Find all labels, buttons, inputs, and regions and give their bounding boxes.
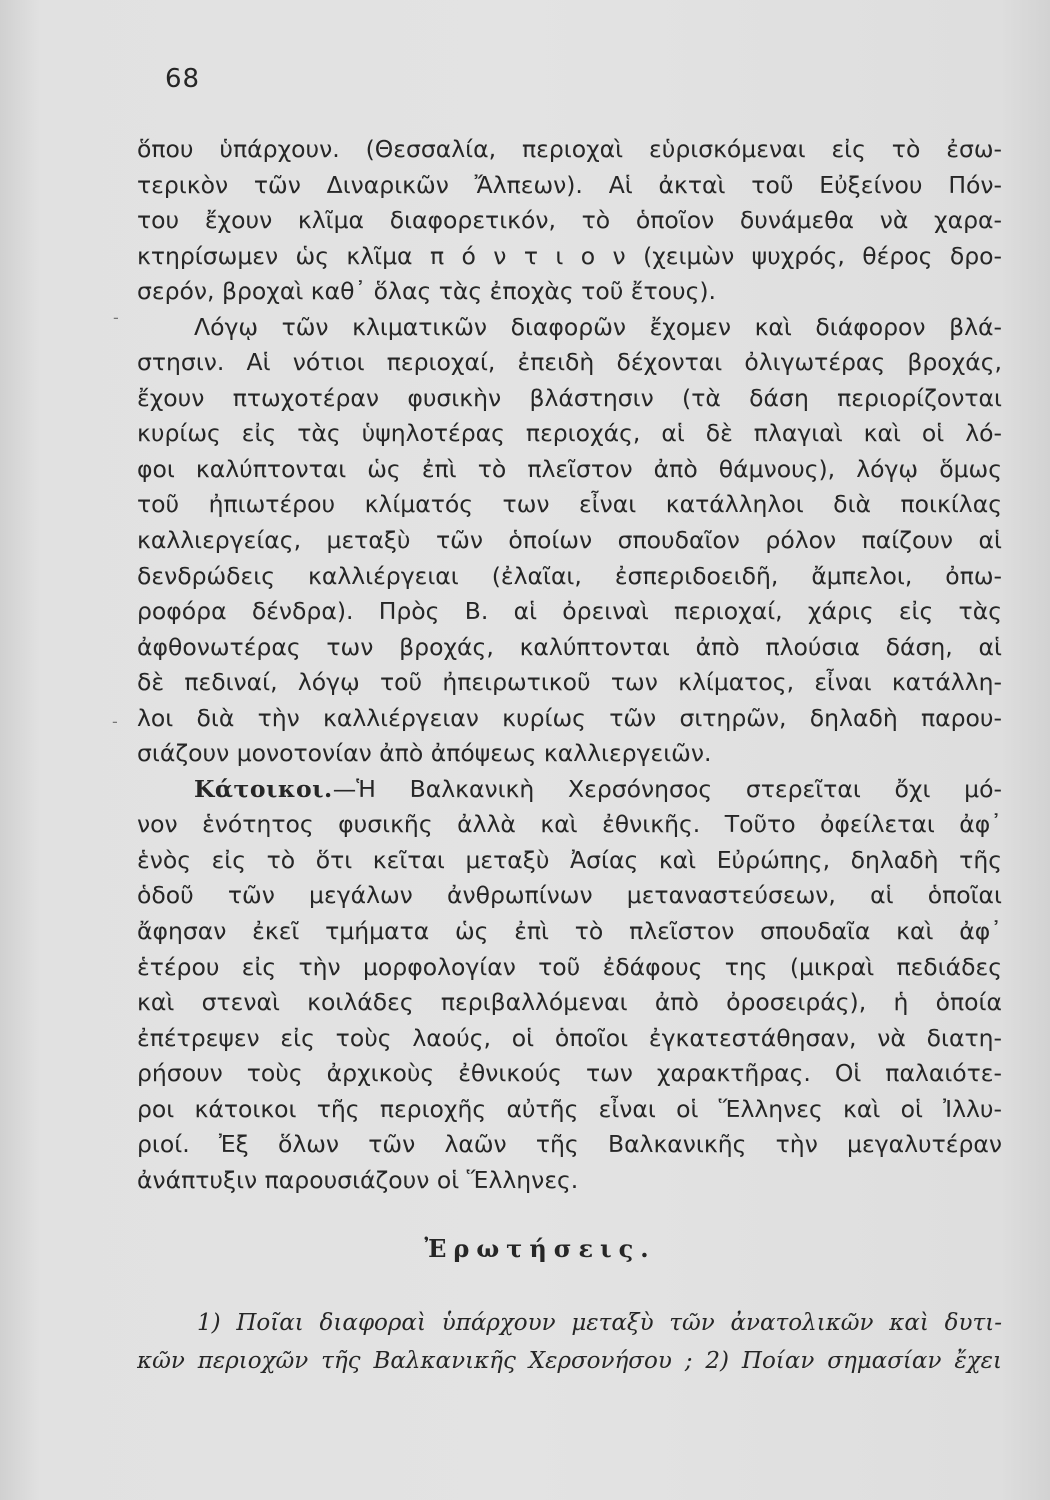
text-line: δὲ πεδιναί, λόγῳ τοῦ ἠπειρωτικοῦ των κλίματος, εἶναι κατάλλη- — [137, 668, 1002, 697]
text-line: κτηρίσωμεν ὡς κλῖμα π ό ν τ ι ο ν (χειμὼν ψυχρός, θέρος δρο- — [137, 241, 1002, 270]
text-line: ριοί. Ἐξ ὅλων τῶν λαῶν τῆς Βαλκανικῆς τὴν μεγαλυτέραν — [137, 1130, 1002, 1159]
text-line: καλλιεργείας, μεταξὺ τῶν ὁποίων σπουδαῖον ρόλον παίζουν αἱ — [137, 526, 1002, 555]
text-line: Λόγῳ τῶν κλιματικῶν διαφορῶν ἔχομεν καὶ διάφορον βλά- — [194, 312, 1002, 341]
body-text — [137, 132, 1002, 1198]
text-line: ἐπέτρεψεν εἰς τοὺς λαούς, οἱ ὁποῖοι ἐγκατεστάθησαν, νὰ διατη- — [137, 1023, 1002, 1052]
questions-title: Ἐρωτήσεις. — [424, 1234, 656, 1263]
text-line: ἑτέρου εἰς τὴν μορφολογίαν τοῦ ἐδάφους της (μικραὶ πεδιάδες — [137, 952, 1002, 981]
margin-mark: - — [112, 712, 118, 731]
text-line: νον ἑνότητος φυσικῆς ἀλλὰ καὶ ἐθνικῆς. Τοῦτο ὀφείλεται ἀφ᾿ — [137, 810, 1002, 839]
text-line: καὶ στεναὶ κοιλάδες περιβαλλόμεναι ἀπὸ ὀροσειράς), ἡ ὁποία — [137, 988, 1002, 1017]
text-line: ἀφθονωτέρας των βροχάς, καλύπτονται ἀπὸ πλούσια δάση, αἱ — [137, 632, 1002, 661]
text-line: ρήσουν τοὺς ἀρχικοὺς ἐθνικούς των χαρακτῆρας. Οἱ παλαιότε- — [137, 1059, 1002, 1088]
text-line: φοι καλύπτονται ὡς ἐπὶ τὸ πλεῖστον ἀπὸ θάμνους), λόγῳ ὅμως — [137, 454, 1002, 483]
section-heading: Κάτοικοι. — [194, 774, 333, 803]
text-line: κυρίως εἰς τὰς ὑψηλοτέρας περιοχάς, αἱ δὲ πλαγιαὶ καὶ οἱ λό- — [137, 419, 1002, 448]
text-line: ἄφησαν ἐκεῖ τμήματα ὡς ἐπὶ τὸ πλεῖστον σπουδαῖα καὶ ἀφ᾿ — [137, 917, 1002, 946]
text-line: ροφόρα δένδρα). Πρὸς Β. αἱ ὀρειναὶ περιοχαί, χάρις εἰς τὰς — [137, 597, 1002, 626]
text-line: σερόν, βροχαὶ καθ᾿ ὅλας τὰς ἐποχὰς τοῦ ἔτους). — [137, 277, 717, 306]
text-line: ἔχουν πτωχοτέραν φυσικὴν βλάστησιν (τὰ δάση περιορίζονται — [137, 383, 1002, 412]
text-line: ὅπου ὑπάρχουν. (Θεσσαλία, περιοχαὶ εὑρισκόμεναι εἰς τὸ ἐσω- — [137, 135, 1002, 163]
text-line: ἑνὸς εἰς τὸ ὅτι κεῖται μεταξὺ Ἀσίας καὶ Εὐρώπης, δηλαδὴ τῆς — [137, 845, 1002, 874]
margin-mark: - — [113, 308, 119, 327]
text-line: σιάζουν μονοτονίαν ἀπὸ ἀπόψεως καλλιεργειῶν. — [137, 739, 712, 768]
text-line: δενδρώδεις καλλιέργειαι (ἐλαῖαι, ἐσπεριδοειδῆ, ἄμπελοι, ὀπω- — [137, 561, 1002, 590]
text-line-with-heading — [137, 772, 1002, 808]
text-line: του ἔχουν κλῖμα διαφορετικόν, τὸ ὁποῖον δυνάμεθα νὰ χαρα- — [137, 206, 1002, 235]
text-line: ὁδοῦ τῶν μεγάλων ἀνθρωπίνων μεταναστεύσεων, αἱ ὁποῖαι — [137, 881, 1002, 910]
text-line: ἀνάπτυξιν παρουσιάζουν οἱ Ἕλληνες. — [137, 1165, 579, 1194]
text-line: τοῦ ἠπιωτέρου κλίματός των εἶναι κατάλληλοι διὰ ποικίλας — [137, 490, 1002, 519]
question-line: κῶν περιοχῶν τῆς Βαλκανικῆς Χερσονήσου ; 2) Ποίαν σημασίαν ἔχει — [137, 1348, 1002, 1374]
text-line: στησιν. Αἱ νότιοι περιοχαί, ἐπειδὴ δέχονται ὀλιγωτέρας βροχάς, — [137, 348, 1002, 377]
questions-text — [137, 1304, 1002, 1380]
text-line: τερικὸν τῶν Διναρικῶν Ἄλπεων). Αἱ ἀκταὶ τοῦ Εὐξείνου Πόν- — [137, 170, 1002, 199]
page-number: 68 — [165, 64, 201, 94]
text-line: ροι κάτοικοι τῆς περιοχῆς αὐτῆς εἶναι οἱ Ἕλληνες καὶ οἱ Ἰλλυ- — [137, 1094, 1002, 1123]
text-line: —Ἡ Βαλκανικὴ Χερσόνησος στερεῖται ὄχι μό- — [332, 774, 1002, 803]
question-line: 1) Ποῖαι διαφοραὶ ὑπάρχουν μεταξὺ τῶν ἀνατολικῶν καὶ δυτι- — [197, 1310, 1002, 1336]
text-line: λοι διὰ τὴν καλλιέργειαν κυρίως τῶν σιτηρῶν, δηλαδὴ παρου- — [137, 703, 1002, 732]
